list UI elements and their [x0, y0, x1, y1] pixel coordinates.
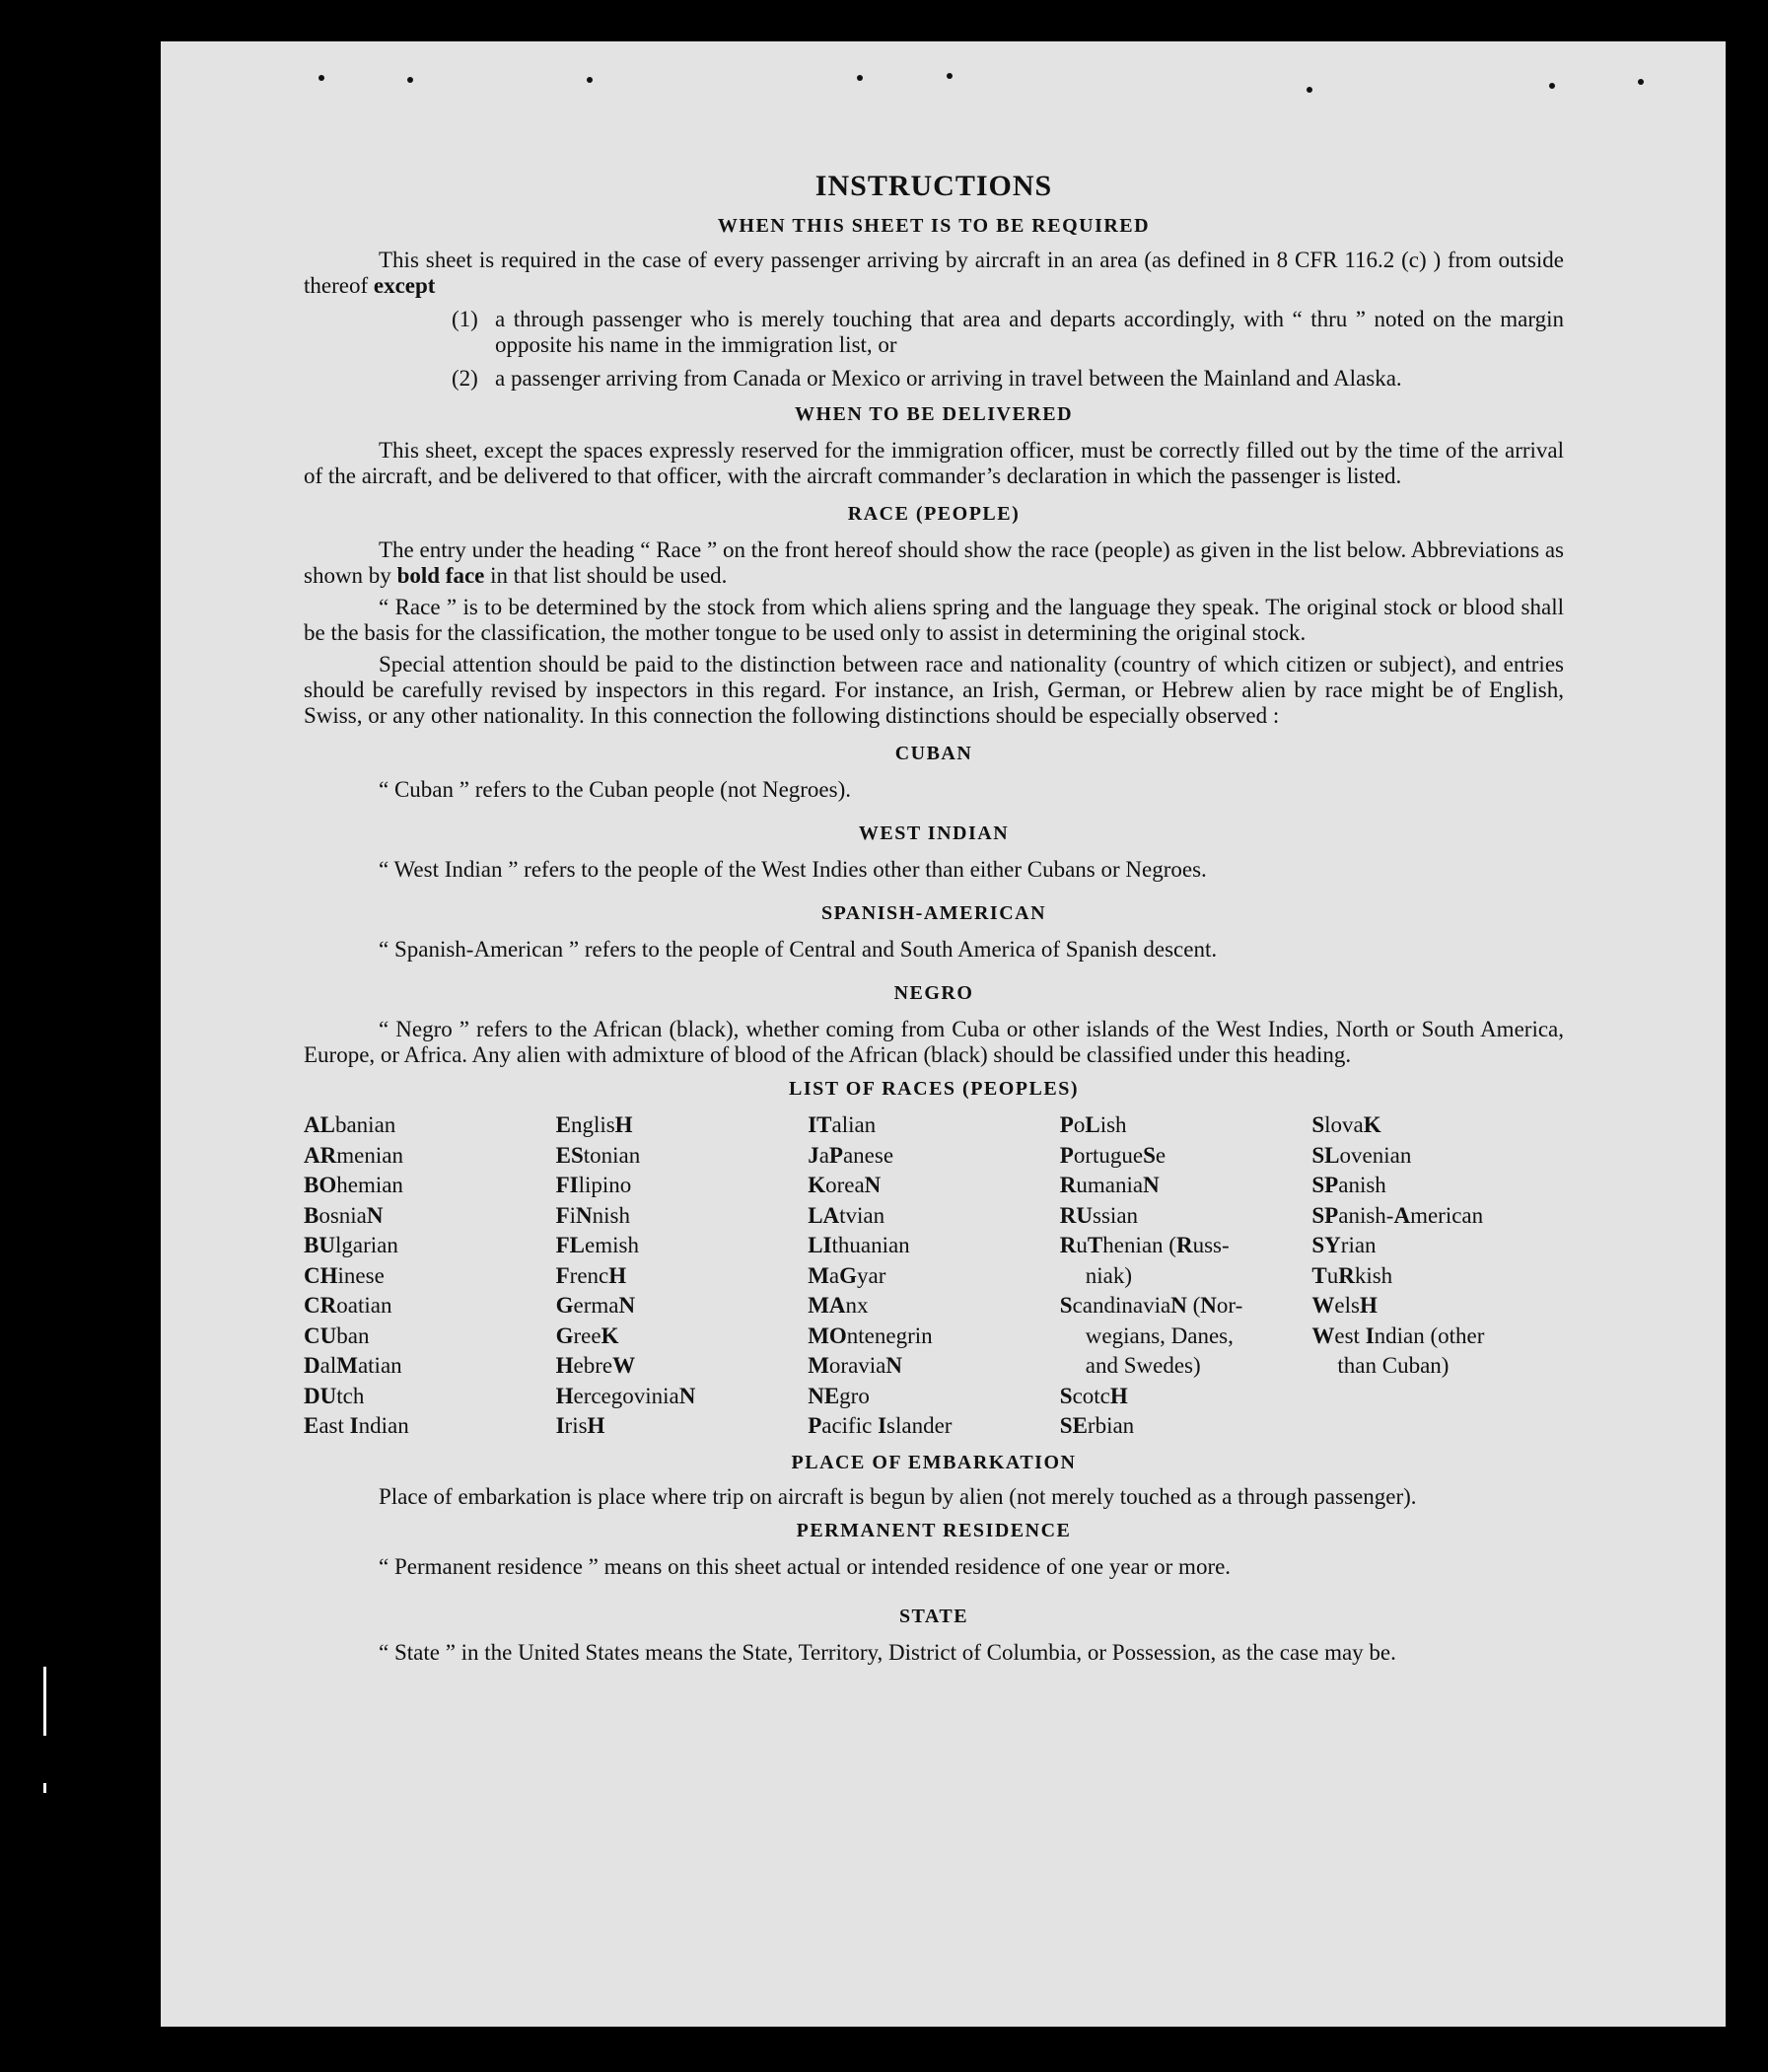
heading-race: RACE (PEOPLE) [847, 503, 1021, 525]
race-entry: FrencH [555, 1262, 627, 1288]
race-entry: LIthuanian [808, 1233, 910, 1257]
race-entry: ScandinaviaN (Nor- [1059, 1293, 1243, 1318]
race-entry: MaGyar [808, 1262, 886, 1288]
punch-mark [947, 73, 953, 79]
race-entry: TuRkish [1311, 1262, 1393, 1288]
punch-mark [318, 75, 324, 81]
race-entry: FIlipino [555, 1173, 632, 1197]
race-entry: FiNnish [555, 1202, 631, 1228]
race-entry: CRoatian [304, 1293, 392, 1318]
race-entry: PortugueSe [1059, 1142, 1167, 1168]
race-entry: and Swedes) [1085, 1353, 1201, 1378]
races-column [808, 1110, 1060, 1442]
race-entry: DUtch [304, 1383, 365, 1408]
race-entry: SlovaK [1311, 1112, 1381, 1137]
heading-west-indian: WEST INDIAN [858, 822, 1010, 844]
race-entry: RUssian [1059, 1202, 1139, 1228]
race-p1-text: The entry under the heading “ Race ” on the front hereof should show the race (people) as given in the list below. Abbreviations as shown by [304, 537, 1564, 588]
heading-when-delivered: WHEN TO BE DELIVERED [794, 403, 1074, 425]
punch-mark [587, 77, 593, 83]
race-entry: MAnx [808, 1293, 869, 1318]
race-paragraph-3: Special attention should be paid to the distinction between race and nationality (country of which citizen or subject), and entries should be carefully revised by inspectors in this regard. For instance, an Irish, German, or Hebrew alien by race might be of English, Swiss, or any other nationality. In this connection the following distinctions should be especially observed : [304, 652, 1564, 728]
document-page [161, 41, 1726, 2027]
race-p1-bold: bold face [396, 563, 485, 588]
exception-text: a passenger arriving from Canada or Mexico or arriving in travel between the Mainland and Alaska. [495, 366, 1402, 391]
race-paragraph-1 [304, 537, 1564, 589]
heading-state: STATE [898, 1605, 969, 1627]
permanent-residence-text: “ Permanent residence ” means on this sheet actual or intended residence of one year or more. [379, 1553, 1232, 1579]
races-column [1060, 1110, 1312, 1442]
race-entry: SLovenian [1311, 1142, 1412, 1168]
heading-permanent-residence: PERMANENT RESIDENCE [796, 1519, 1072, 1541]
race-p1-after: in that list should be used. [490, 563, 728, 588]
race-entry: than Cuban) [1337, 1353, 1450, 1378]
race-entry: KoreaN [808, 1173, 882, 1197]
spanish-american-text: “ Spanish-American ” refers to the people of Central and South America of Spanish descent. [379, 937, 1218, 962]
heading-spanish-american: SPANISH-AMERICAN [820, 902, 1047, 924]
race-entry: NEgro [808, 1383, 870, 1408]
race-entry: SYrian [1311, 1233, 1377, 1257]
heading-place-of-embarkation: PLACE OF EMBARKATION [791, 1451, 1077, 1473]
races-list [304, 1110, 1564, 1442]
race-entry: CUban [304, 1322, 370, 1348]
race-entry: SPanish-American [1311, 1202, 1484, 1228]
page-title: INSTRUCTIONS [814, 170, 1053, 202]
exception-number: (2) [452, 366, 478, 391]
race-entry: GermaN [555, 1293, 636, 1318]
punch-mark [407, 77, 413, 83]
race-entry: RumaniaN [1059, 1173, 1160, 1197]
race-entry: WelsH [1311, 1293, 1378, 1318]
state-text: “ State ” in the United States means the State, Territory, District of Columbia, or Possession, as the case may be. [379, 1639, 1396, 1665]
heading-when-required: WHEN THIS SHEET IS TO BE REQUIRED [717, 215, 1151, 237]
race-entry: BUlgarian [304, 1233, 398, 1257]
film-edge-mark [43, 1783, 46, 1793]
when-required-text: This sheet is required in the case of every passenger arriving by aircraft in an area (as defined in 8 CFR 116.2 (c) ) from outside thereof [304, 248, 1564, 298]
place-of-embarkation-text: Place of embarkation is place where trip on aircraft is begun by alien (not merely touched as a through passenger). [379, 1483, 1417, 1509]
race-entry: niak) [1085, 1262, 1133, 1288]
race-entry: SErbian [1059, 1413, 1135, 1438]
race-entry: HercegoviniaN [555, 1383, 696, 1408]
race-entry: EnglisH [555, 1112, 633, 1137]
exception-item [452, 366, 1564, 392]
race-entry: BOhemian [304, 1173, 403, 1197]
race-entry: Pacific Islander [808, 1413, 953, 1438]
race-entry: DalMatian [304, 1353, 402, 1378]
cuban-text: “ Cuban ” refers to the Cuban people (not Negroes). [379, 777, 852, 802]
instructions-body [304, 170, 1564, 1666]
races-column [1311, 1110, 1564, 1442]
punch-mark [1638, 79, 1644, 85]
heading-cuban: CUBAN [894, 743, 973, 764]
exception-number: (1) [452, 307, 478, 331]
punch-mark [1549, 83, 1555, 89]
negro-text: “ Negro ” refers to the African (black), whether coming from Cuba or other islands of the West Indies, North or South America, Europe, or Africa. Any alien with admixture of blood of the African (black) should be classified under this heading. [304, 1017, 1564, 1067]
race-entry: GreeK [555, 1322, 619, 1348]
races-column [304, 1110, 556, 1442]
when-required-except: except [373, 273, 436, 298]
race-entry: ITalian [808, 1112, 877, 1137]
race-entry: East Indian [304, 1413, 409, 1438]
film-edge-mark [43, 1667, 46, 1736]
race-entry: LAtvian [808, 1202, 885, 1228]
race-entry: wegians, Danes, [1085, 1322, 1234, 1348]
race-entry: EStonian [555, 1142, 641, 1168]
race-entry: ScotcH [1059, 1383, 1128, 1408]
race-entry: West Indian (other [1311, 1322, 1485, 1348]
exception-item [452, 307, 1564, 358]
race-entry: HebreW [555, 1353, 636, 1378]
race-entry: ALbanian [304, 1112, 396, 1137]
heading-list-of-races: LIST OF RACES (PEOPLES) [788, 1078, 1079, 1100]
race-paragraph-2: “ Race ” is to be determined by the stock from which aliens spring and the language they speak. The original stock or blood shall be the basis for the classification, the mother tongue to be used only to assist in determining the original stock. [304, 595, 1564, 645]
race-entry: ARmenian [304, 1142, 403, 1168]
punch-mark [857, 75, 863, 81]
race-entry: MoraviaN [808, 1353, 902, 1378]
race-entry: JaPanese [808, 1142, 894, 1168]
punch-mark [1307, 87, 1312, 93]
when-required-paragraph [304, 248, 1564, 299]
race-entry: RuThenian (Russ- [1059, 1233, 1230, 1257]
race-entry: SPanish [1311, 1173, 1386, 1197]
race-entry: IrisH [555, 1413, 605, 1438]
when-delivered-text: This sheet, except the spaces expressly reserved for the immigration officer, must be correctly filled out by the time of the arrival of the aircraft, and be delivered to that officer, with the aircraft commander’s declaration in which the passenger is listed. [304, 438, 1564, 488]
exception-text: a through passenger who is merely touching that area and departs accordingly, with “ thru ” noted on the margin opposite his name in the immigration list, or [495, 307, 1564, 357]
races-column [556, 1110, 809, 1442]
race-entry: PoLish [1059, 1112, 1127, 1137]
west-indian-text: “ West Indian ” refers to the people of the West Indies other than either Cubans or Negroes. [379, 857, 1207, 882]
race-entry: FLemish [555, 1233, 639, 1257]
race-entry: CHinese [304, 1262, 385, 1288]
race-entry: BosniaN [304, 1202, 384, 1228]
race-entry: MOntenegrin [808, 1322, 933, 1348]
heading-negro: NEGRO [893, 982, 974, 1004]
